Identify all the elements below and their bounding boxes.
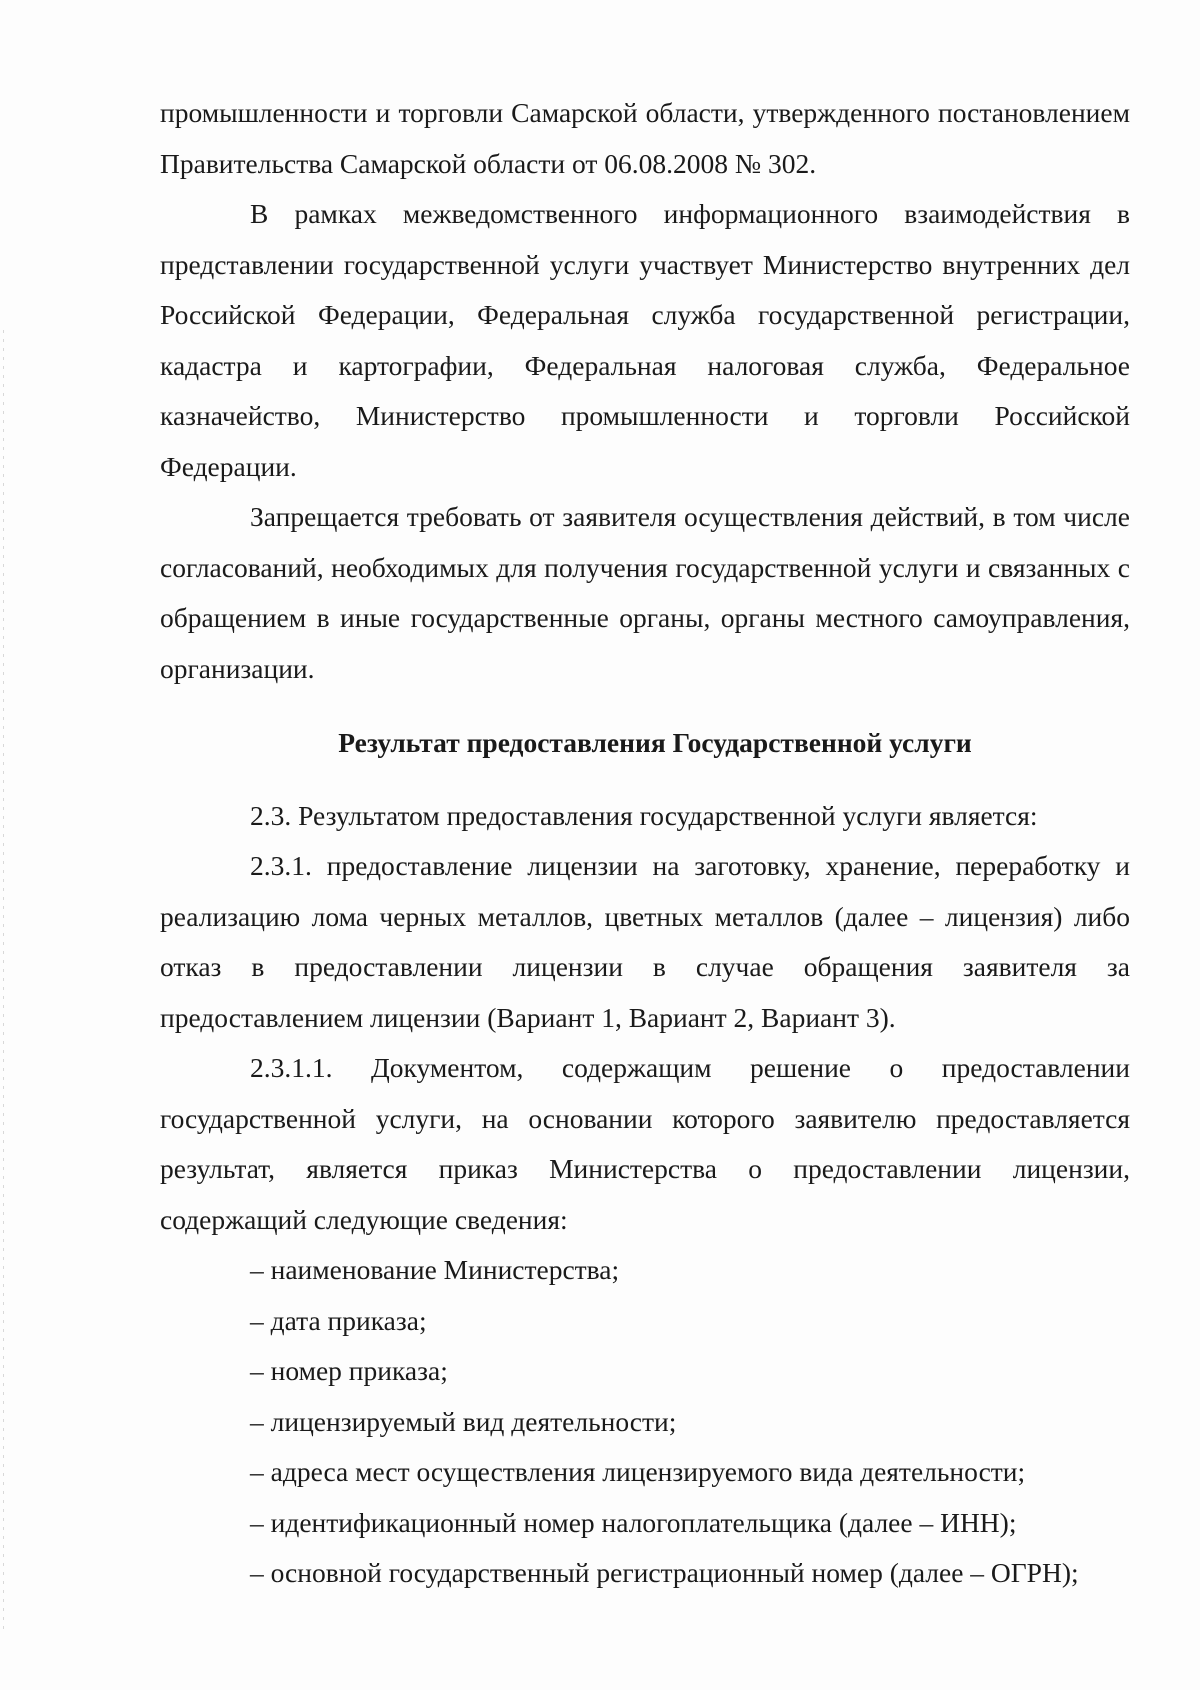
- paragraph-item-2-3: 2.3. Результатом предоставления государственной услуги является:: [250, 799, 1038, 831]
- list-item: – идентификационный номер налогоплательщика (далее – ИНН);: [250, 1506, 1017, 1538]
- list-item: – наименование Министерства;: [250, 1254, 620, 1285]
- list-item: – дата приказа;: [250, 1304, 427, 1336]
- document-body: [160, 88, 1130, 1599]
- list-item: – основной государственный регистрационный номер (далее – ОГРН);: [250, 1557, 1079, 1588]
- paragraph-prohibition: Запрещается требовать от заявителя осуществления действий, в том числе согласований, необходимых для получения государственной услуги и связанных с обращением в иные государственные органы, органы местного самоуправления, организации.: [160, 501, 1130, 684]
- scan-edge-artifact: [3, 330, 4, 1630]
- list-item: – лицензируемый вид деятельности;: [250, 1405, 677, 1437]
- paragraph-item-2-3-1: 2.3.1. предоставление лицензии на заготовку, хранение, переработку и реализацию лома черных металлов, цветных металлов (далее – лицензия) либо отказ в предоставлении лицензии в случае обращения заявителя за предоставлением лицензии (Вариант 1, Вариант 2, Вариант 3).: [160, 850, 1130, 1033]
- paragraph-item-2-3-1-1: 2.3.1.1. Документом, содержащим решение о предоставлении государственной услуги, на основании которого заявителю предоставляется результат, является приказ Министерства о предоставлении лицензии, содержащий следующие сведения:: [160, 1052, 1130, 1235]
- paragraph-interagency: В рамках межведомственного информационного взаимодействия в представлении государственной услуги участвует Министерство внутренних дел Российской Федерации, Федеральная служба государственной регистрации, кадастра и картографии, Федеральная налоговая служба, Федеральное казначейство, Министерство промышленности и торговли Российской Федерации.: [160, 198, 1130, 482]
- section-heading: Результат предоставления Государственной услуги: [338, 727, 972, 758]
- paragraph-continuation: промышленности и торговли Самарской области, утвержденного постановлением Правительства Самарской области от 06.08.2008 № 302.: [160, 97, 1130, 179]
- list-item: – адреса мест осуществления лицензируемого вида деятельности;: [250, 1456, 1026, 1487]
- list-item: – номер приказа;: [250, 1355, 448, 1386]
